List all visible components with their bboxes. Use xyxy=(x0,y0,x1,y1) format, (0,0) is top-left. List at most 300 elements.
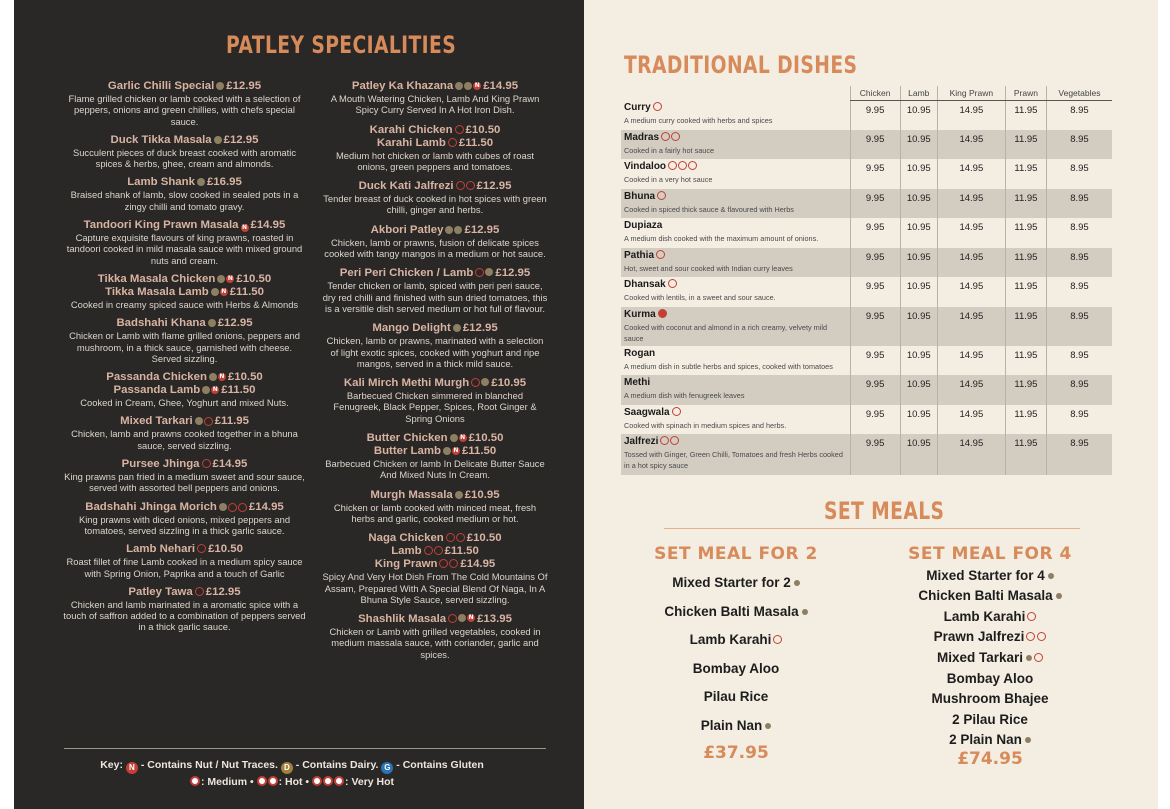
dish-price: £12.95 xyxy=(205,585,241,598)
dish-description: Cooked in Cream, Ghee, Yoghurt and mixed Nuts. xyxy=(80,397,289,409)
table-row xyxy=(621,307,1112,346)
dot-icon xyxy=(195,417,203,425)
dish-description: Cooked with coconut and almond in a rich creamy, velvety mild sauce xyxy=(624,322,828,343)
dish-name-line xyxy=(624,132,847,143)
dietary-marks xyxy=(211,288,228,296)
dish-description: Chicken and lamb marinated in a aromatic spice with a touch of saffron added to a combination of peppers served in a thick garlic sauce. xyxy=(63,598,306,633)
dot-icon xyxy=(455,82,463,90)
dish-name: Tandoori King Prawn Masala xyxy=(83,219,239,232)
dietary-marks xyxy=(208,319,216,327)
dietary-marks xyxy=(197,178,205,186)
dish-name-line xyxy=(322,224,548,237)
dish-name: Murgh Massala xyxy=(370,488,453,501)
dietary-marks xyxy=(448,614,475,623)
set-item-text: Chicken Balti Masala xyxy=(918,588,1053,604)
traditional-dishes-table xyxy=(621,86,1112,475)
table-row xyxy=(621,189,1112,219)
dish-description: Cooked in spiced thick sauce & flavoured with Herbs xyxy=(624,204,794,214)
dish-price: £14.95 xyxy=(460,558,496,571)
dish-name: Dhansak xyxy=(624,279,666,290)
dietary-marks xyxy=(471,378,489,387)
price-cell: 9.95 xyxy=(850,130,900,160)
dish-description: A Mouth Watering Chicken, Lamb And King Prawn Spicy Curry Served In A Hot Iron Dish. xyxy=(330,93,540,116)
specialities-column-left xyxy=(62,80,307,640)
dish-price: £12.95 xyxy=(495,267,531,280)
chilli-icon xyxy=(1037,632,1046,641)
dish-description: A medium dish in subtle herbs and spices, cooked with tomatoes xyxy=(624,361,833,371)
dietary-marks xyxy=(443,447,460,455)
chilli-icon xyxy=(668,161,677,170)
dot-icon xyxy=(464,82,472,90)
set-meal-price: £74.95 xyxy=(957,749,1023,770)
dish-name-line xyxy=(322,267,548,280)
chilli-icon xyxy=(434,546,443,555)
dish-description: Medium hot chicken or lamb with cubes of roast onions, green peppers and tomatoes. xyxy=(335,149,534,172)
dairy-key-icon: D xyxy=(281,762,293,774)
set-item-text: Bombay Aloo xyxy=(692,660,780,676)
dietary-marks xyxy=(439,559,458,568)
dish-name-line xyxy=(624,377,847,388)
dietary-marks xyxy=(209,373,226,381)
table-header-blank xyxy=(621,86,850,100)
dish-cell xyxy=(621,100,850,130)
dish-description: Capture exquisite flavours of king prawns, roasted in tandoori cooked in mild masala sauce with mixed ground nuts and cream. xyxy=(66,232,303,266)
dish-name-line xyxy=(624,191,847,202)
chilli-icon xyxy=(197,544,206,553)
dot-icon xyxy=(209,373,217,381)
medium-key-text: : Medium xyxy=(200,776,248,788)
dish-name-line xyxy=(322,432,548,445)
dish-name-line xyxy=(624,102,847,113)
dish-name: Pathia xyxy=(624,249,655,261)
price-cell: 9.95 xyxy=(850,159,900,189)
chilli-icon xyxy=(446,533,455,542)
dish-price: £14.95 xyxy=(212,458,248,471)
price-cell: 11.95 xyxy=(1005,100,1046,130)
dish-name: Bhuna xyxy=(624,190,656,202)
dish-description: Cooked in a fairly hot sauce xyxy=(624,145,715,155)
set-meal-item xyxy=(638,717,834,736)
speciality-dish xyxy=(62,80,307,127)
price-cell: 14.95 xyxy=(937,218,1005,248)
table-row xyxy=(621,100,1112,130)
price-cell: 11.95 xyxy=(1005,189,1046,219)
dish-description: Cooked with lentils, in a sweet and sour sauce. xyxy=(624,293,776,302)
set-meal-item xyxy=(894,628,1086,646)
speciality-dish xyxy=(322,322,548,369)
dish-name: Karahi Chicken xyxy=(369,123,453,136)
dish-cell xyxy=(621,277,850,307)
dish-price: £10.50 xyxy=(468,432,504,445)
price-cell: 14.95 xyxy=(937,189,1005,219)
dot-icon xyxy=(454,226,462,234)
dish-price: £11.50 xyxy=(458,136,494,149)
dish-description: Chicken or Lamb with flame grilled onions, peppers and mushroom, in a thick sauce, garnished with cheese. Served sizzling. xyxy=(69,330,300,364)
speciality-dish xyxy=(322,432,548,481)
dot-icon xyxy=(211,288,219,296)
dish-name: Kurma xyxy=(624,308,656,320)
dish-name: Duck Kati Jalfrezi xyxy=(358,180,454,193)
set-meal-title: SET MEAL FOR 2 xyxy=(654,544,818,564)
set-item-text: 2 Pilau Rice xyxy=(952,711,1028,727)
dish-name-line xyxy=(62,384,307,397)
dish-description: Barbecued Chicken simmered in blanched Fenugreek, Black Pepper, Spices, Root Ginger & Spring Onions xyxy=(333,390,537,424)
chilli-icon xyxy=(668,279,677,288)
column-header: Lamb xyxy=(900,86,937,100)
dish-name: Duck Tikka Masala xyxy=(110,133,212,146)
dot-icon xyxy=(219,503,227,511)
speciality-dish xyxy=(62,134,307,170)
nut-icon: N xyxy=(212,386,218,394)
chilli-icon xyxy=(323,776,333,786)
dot-icon xyxy=(455,491,463,499)
dot-icon xyxy=(217,275,225,283)
key-divider xyxy=(64,748,546,749)
dish-price: £10.95 xyxy=(464,488,500,501)
dish-price: £12.95 xyxy=(226,80,262,92)
set-item-text: Prawn Jalfrezi xyxy=(933,629,1025,645)
dish-price: £10.50 xyxy=(208,543,243,556)
set-meal-item xyxy=(894,649,1086,667)
spice-marks xyxy=(661,132,680,141)
dish-price: £16.95 xyxy=(206,176,242,189)
speciality-dish xyxy=(62,458,307,494)
dot-icon xyxy=(208,319,216,327)
speciality-dish xyxy=(322,377,548,424)
speciality-dish xyxy=(322,80,548,116)
dish-name: Naga Chicken xyxy=(368,532,444,545)
dish-name: Karahi Lamb xyxy=(376,136,446,149)
dish-name: Patley Tawa xyxy=(128,585,193,598)
dish-name: Mixed Tarkari xyxy=(120,415,193,428)
dietary-marks xyxy=(450,434,467,442)
price-cell: 9.95 xyxy=(850,375,900,405)
spice-key xyxy=(0,776,584,788)
dish-name: Badshahi Jhinga Morich xyxy=(85,500,217,513)
set-item-text: Mushroom Bhajee xyxy=(931,691,1049,707)
chilli-icon xyxy=(448,138,457,147)
dish-price: £10.50 xyxy=(236,272,272,285)
dish-name: Butter Chicken xyxy=(366,432,448,445)
price-cell: 10.95 xyxy=(900,218,937,248)
dish-name: Akbori Patley xyxy=(370,223,444,236)
dish-name: Patley Ka Khazana xyxy=(351,80,454,92)
chilli-icon xyxy=(661,132,670,141)
dish-description: Hot, sweet and sour cooked with Indian curry leaves xyxy=(624,263,793,273)
set-item-text: Lamb Karahi xyxy=(689,632,772,647)
dish-price: £14.95 xyxy=(250,219,286,232)
price-cell: 8.95 xyxy=(1046,159,1112,189)
dietary-marks xyxy=(219,503,247,512)
price-cell: 14.95 xyxy=(937,307,1005,346)
table-row xyxy=(621,277,1112,307)
dish-description: Cooked in a very hot sauce xyxy=(624,175,713,184)
dish-price: £11.50 xyxy=(229,285,264,298)
set-meal-item xyxy=(894,731,1086,749)
dish-name: Shashlik Masala xyxy=(358,613,447,626)
column-header: Vegetables xyxy=(1046,86,1112,100)
dish-name-line xyxy=(62,219,307,232)
dish-name: Mango Delight xyxy=(372,322,451,335)
set-meal-items xyxy=(894,567,1086,750)
dish-description: A medium curry cooked with herbs and spices xyxy=(624,116,773,125)
dish-name: Jalfrezi xyxy=(624,436,659,447)
dish-description: Chicken, lamb or prawns, marinated with a selection of light exotic spices, cooked with yoghurt and ripe mangos, served in a thick mild sauce. xyxy=(326,335,544,369)
dish-name-line xyxy=(322,558,548,571)
spice-marks xyxy=(668,279,677,288)
price-cell: 11.95 xyxy=(1005,130,1046,160)
dish-name-line xyxy=(62,415,307,428)
dish-name: Lamb Nehari xyxy=(126,543,196,556)
dot-icon xyxy=(202,386,210,394)
spice-marks xyxy=(653,102,662,111)
price-cell: 11.95 xyxy=(1005,159,1046,189)
price-cell: 14.95 xyxy=(937,434,1005,475)
set-meal-for-4 xyxy=(894,544,1086,769)
speciality-dish xyxy=(322,613,548,660)
dietary-marks xyxy=(424,546,443,555)
dietary-marks xyxy=(202,386,219,394)
dot-icon xyxy=(1026,655,1032,661)
dish-name: Rogan xyxy=(624,347,656,359)
dish-name: Passanda Lamb xyxy=(113,384,201,397)
dot-icon xyxy=(481,378,489,386)
dish-name-line xyxy=(62,586,307,599)
set-item-text: Bombay Aloo xyxy=(946,670,1034,686)
dish-name-line xyxy=(322,180,548,193)
nut-icon: N xyxy=(221,287,227,295)
set-item-text: Mixed Starter for 4 xyxy=(926,567,1045,583)
dot-icon xyxy=(450,434,458,442)
dietary-marks xyxy=(195,587,204,596)
dish-name-line xyxy=(322,532,548,545)
price-cell: 14.95 xyxy=(937,346,1005,376)
dish-price: £13.95 xyxy=(477,613,512,626)
speciality-dish xyxy=(62,273,307,310)
price-cell: 14.95 xyxy=(937,405,1005,435)
price-cell: 11.95 xyxy=(1005,434,1046,475)
dish-name-line xyxy=(322,545,548,558)
dish-description: Cooked with spinach in medium spices and herbs. xyxy=(624,420,787,430)
dish-name: Lamb Shank xyxy=(127,176,195,189)
dish-name: Curry xyxy=(624,102,651,113)
dietary-marks xyxy=(475,268,493,277)
dish-price: £12.95 xyxy=(223,133,259,146)
dish-name-line xyxy=(322,322,548,335)
set-meal-item xyxy=(894,567,1086,585)
chilli-icon xyxy=(204,417,213,426)
table-row xyxy=(621,248,1112,278)
chilli-icon xyxy=(1034,653,1043,662)
price-cell: 14.95 xyxy=(937,277,1005,307)
dish-price: £11.50 xyxy=(221,384,256,397)
table-row xyxy=(621,405,1112,435)
traditional-title: TRADITIONAL DISHES xyxy=(624,51,858,79)
column-header: Chicken xyxy=(850,86,900,100)
price-cell: 14.95 xyxy=(937,375,1005,405)
price-cell: 8.95 xyxy=(1046,277,1112,307)
dish-price: £12.95 xyxy=(476,180,512,193)
set-meal-item xyxy=(638,603,834,622)
dish-name-line xyxy=(62,458,307,471)
chilli-icon xyxy=(439,559,448,568)
chilli-icon xyxy=(466,181,475,190)
nut-icon: N xyxy=(474,82,480,89)
set-meal-items xyxy=(638,574,834,735)
chilli-icon xyxy=(653,102,662,111)
chilli-icon xyxy=(678,161,687,170)
dish-name-line xyxy=(62,273,307,286)
chilli-icon xyxy=(195,587,204,596)
dish-price: £11.50 xyxy=(461,445,497,458)
dish-cell xyxy=(621,307,850,346)
price-cell: 8.95 xyxy=(1046,189,1112,219)
table-row xyxy=(621,159,1112,189)
price-cell: 11.95 xyxy=(1005,405,1046,435)
dot-icon xyxy=(1056,593,1062,599)
price-cell: 11.95 xyxy=(1005,277,1046,307)
dot-icon xyxy=(1048,573,1054,579)
chilli-icon xyxy=(471,378,480,387)
dish-name: Lamb xyxy=(391,545,422,558)
dish-name: Vindaloo xyxy=(624,161,667,172)
dot-icon xyxy=(765,723,771,729)
chilli-icon xyxy=(672,407,681,416)
key-separator: • xyxy=(249,776,254,788)
dietary-marks xyxy=(455,82,481,90)
dish-description: A medium dish with fenugreek leaves xyxy=(624,391,745,400)
allergen-key xyxy=(0,759,584,774)
price-cell: 11.95 xyxy=(1005,307,1046,346)
dish-name-line xyxy=(62,317,307,330)
dish-description: King prawns pan fried in a medium sweet and sour sauce, served with assorted bell peppers and onions. xyxy=(64,471,305,494)
dish-name-line xyxy=(62,176,307,189)
set-meals-title: SET MEALS xyxy=(824,497,945,525)
dish-description: Roast fillet of fine Lamb cooked in a medium spicy sauce with Spring Onion, Paprika and a touch of Garlic xyxy=(66,556,303,579)
chilli-icon xyxy=(670,436,679,445)
table-row xyxy=(621,346,1112,376)
price-cell: 10.95 xyxy=(900,277,937,307)
spice-marks xyxy=(660,436,679,445)
dish-description: Succulent pieces of duck breast cooked with aromatic spices & herbs, ghee, cream and almonds. xyxy=(72,146,297,170)
price-cell: 9.95 xyxy=(850,346,900,376)
dairy-key-text: - Contains Dairy. xyxy=(295,759,379,771)
speciality-dish xyxy=(62,371,307,408)
dish-name: Tikka Masala Chicken xyxy=(97,272,216,285)
dish-cell xyxy=(621,248,850,278)
dietary-marks xyxy=(217,275,234,283)
chilli-icon xyxy=(773,635,782,644)
price-cell: 9.95 xyxy=(850,405,900,435)
dot-icon xyxy=(802,609,808,615)
dish-price: £12.95 xyxy=(464,223,500,236)
set-meal-for-2 xyxy=(638,544,834,763)
page-edge xyxy=(0,0,14,809)
chilli-icon xyxy=(312,776,322,786)
dish-name: Saagwala xyxy=(624,406,670,418)
dish-name: Methi xyxy=(624,377,651,388)
hot-key-text: : Hot xyxy=(278,776,303,788)
price-cell: 8.95 xyxy=(1046,307,1112,346)
key-separator: • xyxy=(305,776,310,788)
price-cell: 14.95 xyxy=(937,130,1005,160)
dish-price: £14.95 xyxy=(483,80,519,92)
nut-icon: N xyxy=(241,224,248,232)
set-item-text: Lamb Karahi xyxy=(943,608,1026,624)
set-item-text: 2 Plain Nan xyxy=(949,732,1022,748)
set-meal-item xyxy=(894,670,1086,688)
dietary-marks xyxy=(453,324,461,332)
dish-description: Spicy And Very Hot Dish From The Cold Mountains Of Assam, Prepared With A Special Blend Of Naga, In A Bhuna Style Sauce, served sizzling. xyxy=(322,571,548,605)
dot-icon xyxy=(485,268,493,276)
dish-name-line xyxy=(624,309,847,320)
price-cell: 10.95 xyxy=(900,159,937,189)
dish-description: Chicken or Lamb with grilled vegetables, cooked in medium massala sauce, with coriander, garlic and spices. xyxy=(329,626,541,660)
table-body xyxy=(621,100,1112,475)
dietary-marks xyxy=(197,544,206,553)
price-cell: 9.95 xyxy=(850,248,900,278)
price-cell: 14.95 xyxy=(937,159,1005,189)
dish-name-line xyxy=(624,161,847,172)
dot-icon xyxy=(197,178,205,186)
dot-icon xyxy=(458,614,466,622)
table-row xyxy=(621,434,1112,475)
set-item-text: Mixed Tarkari xyxy=(936,649,1024,665)
dot-icon xyxy=(214,136,222,144)
chilli-icon xyxy=(660,436,669,445)
dish-name-line xyxy=(322,445,548,458)
chilli-icon xyxy=(657,191,666,200)
dish-price: £14.95 xyxy=(248,500,284,513)
table-row xyxy=(621,218,1112,248)
key-label: Key: xyxy=(100,759,123,771)
speciality-dish xyxy=(62,219,307,266)
dietary-marks xyxy=(455,491,463,499)
dish-price: £10.50 xyxy=(227,371,263,384)
speciality-dish xyxy=(322,224,548,260)
price-cell: 11.95 xyxy=(1005,248,1046,278)
dietary-marks xyxy=(445,226,462,234)
chilli-icon xyxy=(334,776,344,786)
page-edge xyxy=(1158,0,1170,809)
dietary-marks xyxy=(202,459,211,468)
dish-name: Passanda Chicken xyxy=(106,371,207,384)
dish-name: Tikka Masala Lamb xyxy=(105,285,209,298)
dietary-marks xyxy=(455,125,464,134)
set-item-text: Mixed Starter for 2 xyxy=(672,575,791,590)
set-meal-item xyxy=(894,711,1086,729)
price-cell: 10.95 xyxy=(900,434,937,475)
dish-name: Dupiaza xyxy=(624,220,663,231)
dietary-marks xyxy=(216,82,224,90)
set-item-text: Pilau Rice xyxy=(703,689,769,704)
set-meals-divider xyxy=(664,528,1080,529)
chilli-icon xyxy=(448,614,457,623)
dish-name: Kali Mirch Methi Murgh xyxy=(343,377,470,390)
dietary-marks xyxy=(456,181,475,190)
dish-name-line xyxy=(62,80,307,93)
speciality-dish xyxy=(62,176,307,212)
price-cell: 10.95 xyxy=(900,346,937,376)
chilli-icon xyxy=(456,181,465,190)
chilli-icon xyxy=(671,132,680,141)
price-cell: 8.95 xyxy=(1046,405,1112,435)
nut-icon: N xyxy=(227,274,233,282)
dish-name-line xyxy=(322,137,548,150)
price-cell: 8.95 xyxy=(1046,375,1112,405)
dish-name-line xyxy=(322,80,548,93)
price-cell: 8.95 xyxy=(1046,218,1112,248)
